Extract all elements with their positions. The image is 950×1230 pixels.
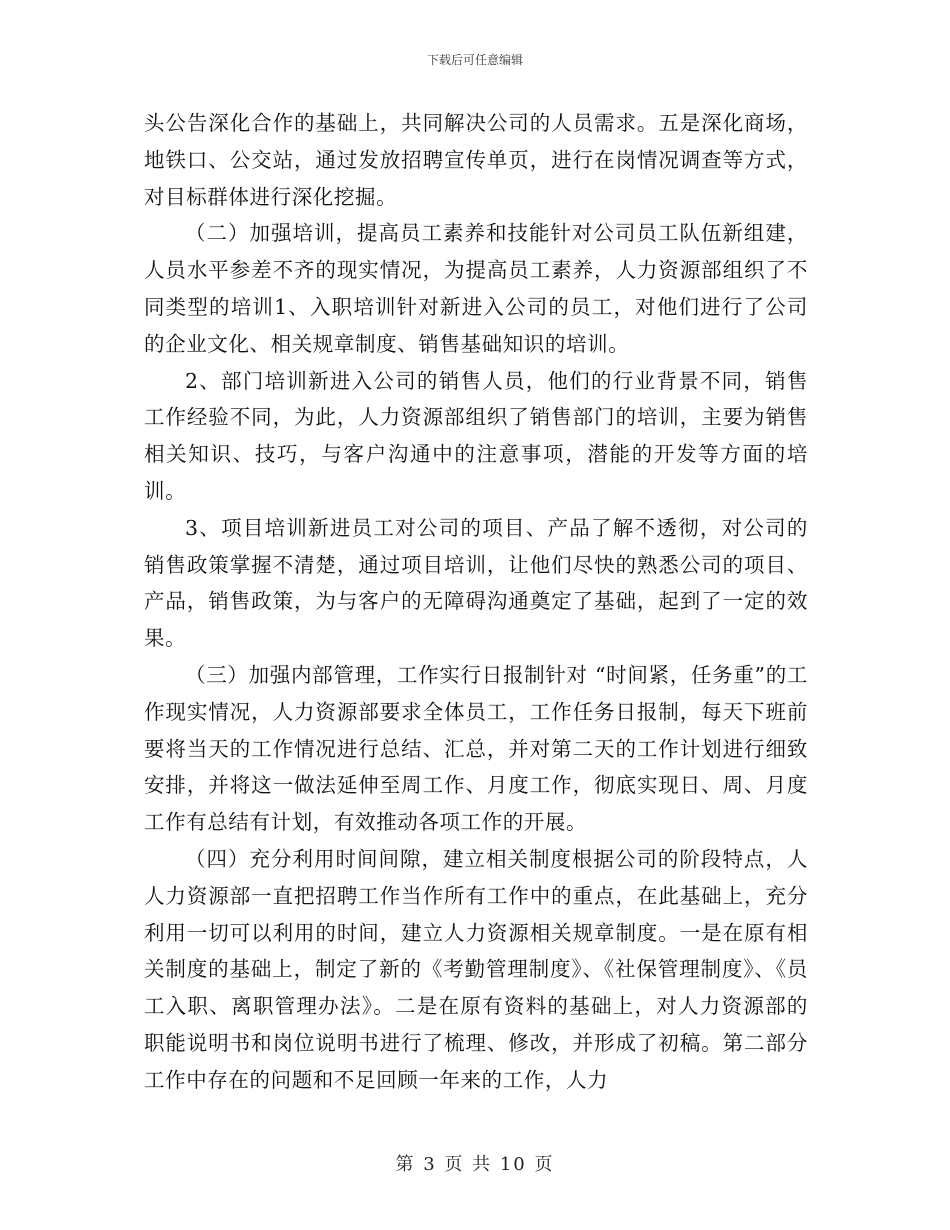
paragraph-4: 3、项目培训新进员工对公司的项目、产品了解不透彻，对公司的销售政策掌握不清楚，通过项目培训，让他们尽快的熟悉公司的项目、产品，销售政策，为与客户的无障碍沟通奠定了基础，起到了一定的效果。 <box>144 515 808 651</box>
paragraph-2: （二）加强培训，提高员工素养和技能针对公司员工队伍新组建，人员水平参差不齐的现实情况，为提高员工素养，人力资源部组织了不同类型的培训1、入职培训针对新进入公司的员工，对他们进行了公司的企业文化、相关规章制度、销售基础知识的培训。 <box>144 221 808 356</box>
page-header: 下载后可任意编辑 <box>426 53 523 67</box>
page-footer: 第 3 页 共 10 页 <box>395 1154 555 1175</box>
paragraph-1: 头公告深化合作的基础上，共同解决公司的人员需求。五是深化商场，地铁口、公交站，通过发放招聘宣传单页，进行在岗情况调查等方式，对目标群体进行深化挖掘。 <box>144 111 808 209</box>
paragraph-3: 2、部门培训新进入公司的销售人员，他们的行业背景不同，销售工作经验不同，为此，人力资源部组织了销售部门的培训，主要为销售相关知识、技巧，与客户沟通中的注意事项，潜能的开发等方面的培训。 <box>144 368 808 503</box>
paragraph-5: （三）加强内部管理，工作实行日报制针对 “时间紧，任务重”的工作现实情况，人力资源部要求全体员工，工作任务日报制，每天下班前要将当天的工作情况进行总结、汇总，并对第二天的工作计划进行细致安排，并将这一做法延伸至周工作、月度工作，彻底实现日、周、月度工作有总结有计划，有效推动各项工作的开展。 <box>144 662 808 835</box>
paragraph-6: （四）充分利用时间间隙，建立相关制度根据公司的阶段特点，人人力资源部一直把招聘工作当作所有工作中的重点，在此基础上，充分利用一切可以利用的时间，建立人力资源相关规章制度。一是在原有相关制度的基础上，制定了新的《考勤管理制度》、《社保管理制度》、《员工入职、离职管理办法》。二是在原有资料的基础上，对人力资源部的职能说明书和岗位说明书进行了梳理、修改，并形成了初稿。第二部分 工作中存在的问题和不足回顾一年来的工作，人力 <box>144 846 808 1092</box>
document-body <box>144 105 808 1099</box>
